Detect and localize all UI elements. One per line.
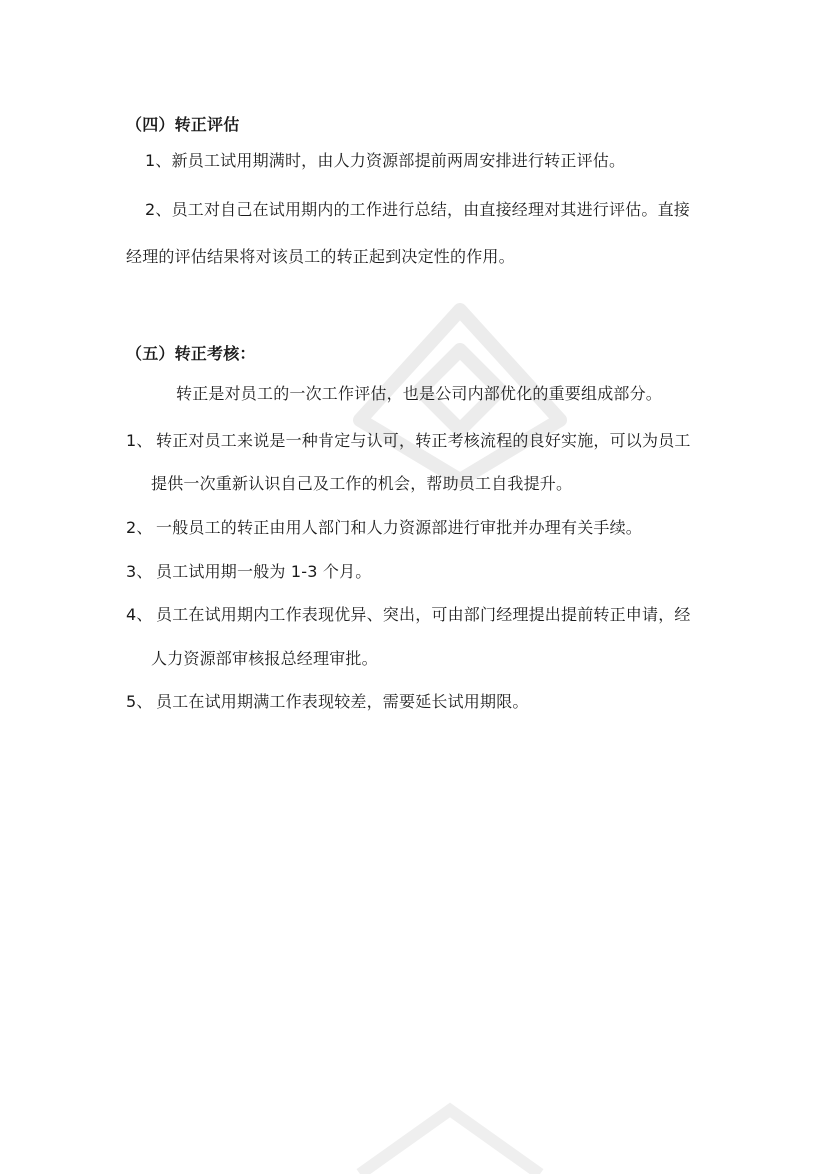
list-item	[126, 605, 691, 625]
list-item	[126, 692, 529, 712]
list-item-text: 一般员工的转正由用人部门和人力资源部进行审批并办理有关手续。	[156, 518, 643, 537]
section-4-heading: （四）转正评估	[126, 115, 240, 134]
section-5-heading: （五）转正考核：	[126, 344, 256, 363]
list-item-number: 1、	[126, 431, 153, 450]
list-item	[126, 562, 372, 582]
list-item-text: 员工在试用期满工作表现较差，需要延长试用期限。	[156, 692, 529, 711]
section-4-item-2-line-2: 经理的评估结果将对该员工的转正起到决定性的作用。	[126, 247, 515, 266]
section-4-item-2-line-1: 2、员工对自己在试用期内的工作进行总结，由直接经理对其进行评估。直接	[145, 200, 690, 219]
section-5-intro: 转正是对员工的一次工作评估，也是公司内部优化的重要组成部分。	[176, 384, 663, 403]
list-item-number: 4、	[126, 605, 153, 624]
list-item	[126, 431, 691, 451]
list-item-text: 员工试用期一般为 1-3 个月。	[156, 562, 372, 581]
watermark-graphic-bottom	[340, 1100, 560, 1174]
list-item-number: 5、	[126, 692, 153, 711]
list-item-number: 2、	[126, 518, 153, 537]
section-4-item-1: 1、新员工试用期满时，由人力资源部提前两周安排进行转正评估。	[145, 151, 626, 170]
list-item-text: 员工在试用期内工作表现优异、突出，可由部门经理提出提前转正申请，经	[156, 605, 691, 624]
list-item	[126, 518, 642, 538]
list-item-number: 3、	[126, 562, 153, 581]
list-item-continuation: 人力资源部审核报总经理审批。	[151, 649, 378, 668]
list-item-continuation: 提供一次重新认识自己及工作的机会，帮助员工自我提升。	[151, 474, 573, 493]
list-item-text: 转正对员工来说是一种肯定与认可，转正考核流程的良好实施，可以为员工	[156, 431, 691, 450]
